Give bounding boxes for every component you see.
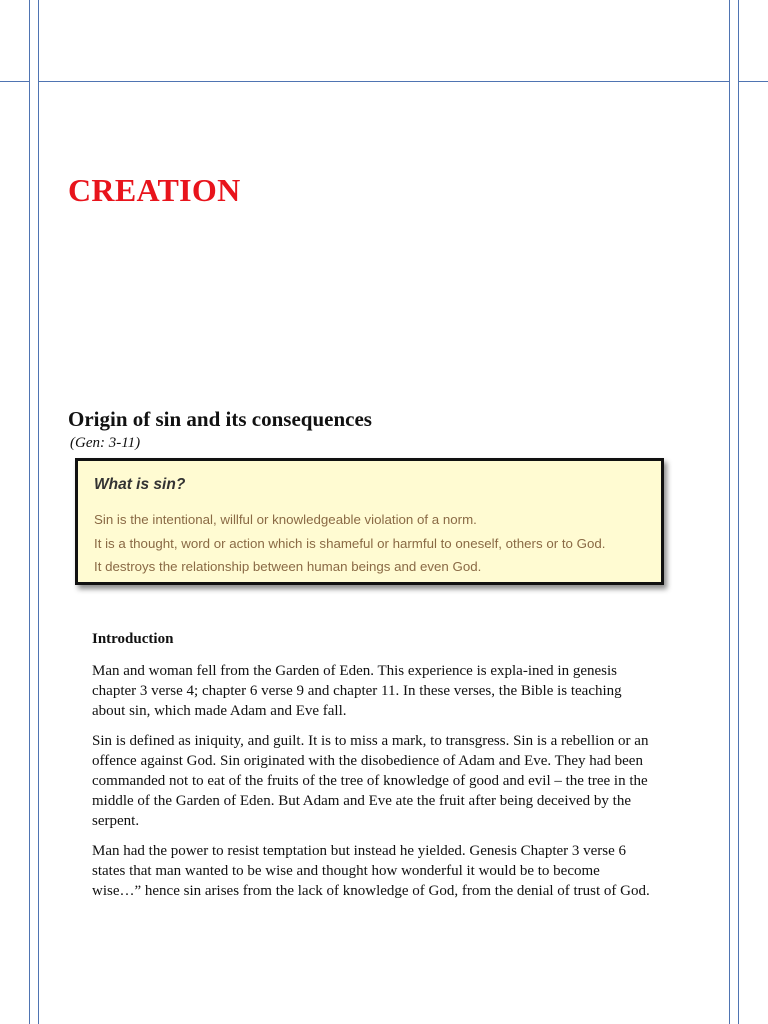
page-title: CREATION <box>68 172 241 208</box>
paragraph: Man had the power to resist temptation but instead he yielded. Genesis Chapter 3 verse 6 states that man wanted to be wise and thought how wonderful it would be to become wise…” hence sin arises from the lack of knowledge of God, from the denial of trust of God. <box>92 843 650 899</box>
margin-line-right-inner <box>729 0 730 1024</box>
margin-line-left-outer <box>29 0 30 1024</box>
callout-line: It destroys the relationship between human beings and even God. <box>94 559 482 574</box>
callout-title: What is sin? <box>94 476 186 493</box>
introduction-heading: Introduction <box>92 631 174 647</box>
what-is-sin-callout <box>75 458 664 585</box>
callout-line: It is a thought, word or action which is shameful or harmful to oneself, others or to God. <box>94 536 606 551</box>
header-line-left <box>0 81 30 82</box>
header-line-main <box>38 81 730 82</box>
section-heading: Origin of sin and its consequences <box>68 407 372 431</box>
margin-line-left-inner <box>38 0 39 1024</box>
header-line-right <box>738 81 768 82</box>
paragraph: Sin is defined as iniquity, and guilt. It is to miss a mark, to transgress. Sin is a rebellion or an offence against God. Sin originated with the disobedience of Adam and Eve. They had been commanded not to eat of the fruits of the tree of knowledge of good and evil – the tree in the middle of the Garden of Eden. But Adam and Eve ate the fruit after being deceived by the serpent. <box>92 733 649 829</box>
scripture-reference: (Gen: 3-11) <box>70 435 141 451</box>
paragraph: Man and woman fell from the Garden of Eden. This experience is expla-ined in genesis chapter 3 verse 4; chapter 6 verse 9 and chapter 11. In these verses, the Bible is teaching about sin, which made Adam and Eve fall. <box>92 663 622 719</box>
callout-line: Sin is the intentional, willful or knowledgeable violation of a norm. <box>94 512 477 527</box>
body-text <box>92 629 652 911</box>
margin-line-right-outer <box>738 0 739 1024</box>
